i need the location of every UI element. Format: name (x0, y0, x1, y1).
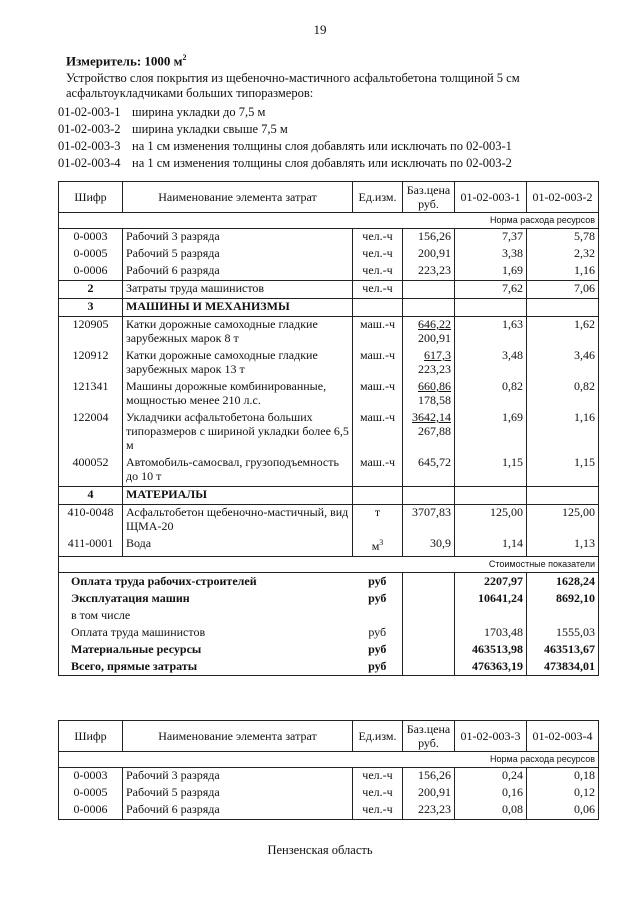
measure-label: Измеритель: 1000 м (66, 53, 183, 69)
table-row (59, 348, 599, 379)
row-value-col2: 1,16 (527, 410, 599, 455)
code-id: 01-02-003-3 (58, 139, 121, 153)
code-description: ширина укладки свыше 7,5 м (132, 122, 288, 136)
price-value: 200,91 (418, 246, 451, 260)
cost-label: Стоимостные показатели (59, 557, 599, 573)
cost-unit: руб (353, 573, 403, 591)
row-code: 121341 (59, 379, 123, 410)
table-row (59, 263, 599, 281)
row-value-col1: 1,14 (455, 536, 527, 557)
cost-empty (403, 624, 455, 641)
table-row (59, 455, 599, 487)
row-unit: чел.-ч (353, 229, 403, 247)
header-name: Наименование элемента затрат (123, 182, 353, 213)
measure-heading (66, 53, 187, 69)
row-name: Укладчики асфальтобетона больших типоразмеров с шириной укладки более 6,5 м (123, 410, 353, 455)
norm-label: Норма расхода ресурсов (59, 752, 599, 768)
cost-label-row (59, 557, 599, 573)
machinist-wage-value: 200,91 (418, 331, 451, 345)
row-name: Катки дорожные самоходные гладкие зарубежных марок 13 т (123, 348, 353, 379)
cost-row (59, 590, 599, 607)
row-price (403, 536, 455, 557)
row-code: 120912 (59, 348, 123, 379)
header-unit: Ед.изм. (353, 182, 403, 213)
row-value-col2: 0,18 (527, 768, 599, 786)
row-value-col2 (527, 487, 599, 505)
table-header-row (59, 721, 599, 752)
row-value-col1: 0,16 (455, 785, 527, 802)
table-row (59, 317, 599, 349)
row-value-col2: 5,78 (527, 229, 599, 247)
row-unit (353, 487, 403, 505)
cost-empty (403, 658, 455, 676)
cost-name: Оплата труда машинистов (59, 624, 353, 641)
row-code: 411-0001 (59, 536, 123, 557)
price-value: 646,22 (418, 317, 451, 331)
row-value-col1: 7,62 (455, 281, 527, 299)
header-col2: 01-02-003-2 (527, 182, 599, 213)
price-value: 3642,14 (412, 410, 451, 424)
row-name: МАШИНЫ И МЕХАНИЗМЫ (123, 299, 353, 317)
row-price (403, 410, 455, 455)
header-price: Баз.цена руб. (403, 182, 455, 213)
row-code: 122004 (59, 410, 123, 455)
row-value-col1 (455, 487, 527, 505)
row-unit (353, 536, 403, 557)
row-value-col1: 0,08 (455, 802, 527, 820)
cost-row (59, 607, 599, 624)
row-name: Вода (123, 536, 353, 557)
work-description: Устройство слоя покрытия из щебеночно-мастичного асфальтобетона толщиной 5 см асфальтоукладчиками больших типоразмеров: (66, 71, 520, 100)
row-price (403, 246, 455, 263)
cost-row (59, 658, 599, 676)
code-id: 01-02-003-2 (58, 122, 121, 136)
row-value-col1: 125,00 (455, 505, 527, 537)
cost-unit: руб (353, 590, 403, 607)
row-value-col1: 3,38 (455, 246, 527, 263)
row-code: 120905 (59, 317, 123, 349)
row-value-col1: 7,37 (455, 229, 527, 247)
header-unit: Ед.изм. (353, 721, 403, 752)
row-code: 0-0003 (59, 229, 123, 247)
price-value: 3707,83 (412, 505, 451, 519)
measure-superscript: 2 (182, 53, 187, 62)
price-value: 223,23 (418, 802, 451, 816)
row-code: 410-0048 (59, 505, 123, 537)
row-price (403, 487, 455, 505)
table-row (59, 246, 599, 263)
row-code: 0-0005 (59, 785, 123, 802)
row-unit (353, 299, 403, 317)
cost-empty (403, 641, 455, 658)
row-price (403, 263, 455, 281)
table-header-row (59, 182, 599, 213)
row-unit: чел.-ч (353, 263, 403, 281)
row-value-col2: 1,15 (527, 455, 599, 487)
row-name: Рабочий 3 разряда (123, 229, 353, 247)
row-price (403, 379, 455, 410)
code-list-item (58, 155, 512, 172)
header-name: Наименование элемента затрат (123, 721, 353, 752)
row-value-col1 (455, 299, 527, 317)
row-value-col2: 1,13 (527, 536, 599, 557)
row-code: 400052 (59, 455, 123, 487)
row-value-col1: 0,24 (455, 768, 527, 786)
cost-name: Всего, прямые затраты (59, 658, 353, 676)
row-unit: маш.-ч (353, 317, 403, 349)
resource-table-2 (58, 720, 599, 820)
row-price (403, 455, 455, 487)
machinist-wage-value: 267,88 (418, 424, 451, 438)
code-id: 01-02-003-4 (58, 156, 121, 170)
row-price (403, 299, 455, 317)
row-value-col1: 3,48 (455, 348, 527, 379)
row-value-col2: 1,62 (527, 317, 599, 349)
header-code: Шифр (59, 182, 123, 213)
cost-unit: руб (353, 641, 403, 658)
cost-value-col1: 1703,48 (455, 624, 527, 641)
price-value: 200,91 (418, 785, 451, 799)
row-value-col1: 1,15 (455, 455, 527, 487)
row-code: 0-0006 (59, 263, 123, 281)
row-value-col2: 0,06 (527, 802, 599, 820)
row-value-col1: 0,82 (455, 379, 527, 410)
code-description: на 1 см изменения толщины слоя добавлять или исключать по 02-003-1 (132, 139, 512, 153)
row-name: Асфальтобетон щебеночно-мастичный, вид ЩМА-20 (123, 505, 353, 537)
table-row (59, 505, 599, 537)
price-value: 223,23 (418, 263, 451, 277)
row-value-col2: 7,06 (527, 281, 599, 299)
cost-empty (403, 590, 455, 607)
machinist-wage-value: 223,23 (418, 362, 451, 376)
code-list-item (58, 138, 512, 155)
cost-row (59, 573, 599, 591)
row-name: Рабочий 3 разряда (123, 768, 353, 786)
row-unit: чел.-ч (353, 768, 403, 786)
row-name: Рабочий 6 разряда (123, 802, 353, 820)
cost-value-col2: 1628,24 (527, 573, 599, 591)
header-col1: 01-02-003-1 (455, 182, 527, 213)
cost-name: Оплата труда рабочих-строителей (59, 573, 353, 591)
code-list-item (58, 121, 512, 138)
table-row (59, 410, 599, 455)
row-price (403, 317, 455, 349)
row-unit: маш.-ч (353, 410, 403, 455)
norm-label: Норма расхода ресурсов (59, 213, 599, 229)
table-row (59, 281, 599, 299)
row-name: Машины дорожные комбинированные, мощностью менее 210 л.с. (123, 379, 353, 410)
row-value-col2 (527, 299, 599, 317)
row-unit: чел.-ч (353, 785, 403, 802)
price-value: 156,26 (418, 768, 451, 782)
row-code: 4 (59, 487, 123, 505)
header-price: Баз.цена руб. (403, 721, 455, 752)
cost-unit (353, 607, 403, 624)
row-code: 3 (59, 299, 123, 317)
row-name: МАТЕРИАЛЫ (123, 487, 353, 505)
row-price (403, 229, 455, 247)
row-name: Катки дорожные самоходные гладкие зарубежных марок 8 т (123, 317, 353, 349)
table-row (59, 536, 599, 557)
row-value-col2: 125,00 (527, 505, 599, 537)
row-unit: т (353, 505, 403, 537)
row-unit: чел.-ч (353, 281, 403, 299)
code-description: ширина укладки до 7,5 м (132, 105, 266, 119)
code-id: 01-02-003-1 (58, 105, 121, 119)
cost-value-col2 (527, 607, 599, 624)
row-name: Затраты труда машинистов (123, 281, 353, 299)
price-value: 30,9 (430, 536, 451, 550)
cost-unit: руб (353, 658, 403, 676)
cost-value-col2: 473834,01 (527, 658, 599, 676)
page-number: 19 (313, 22, 327, 37)
table-row (59, 802, 599, 820)
table-row (59, 768, 599, 786)
table-row (59, 299, 599, 317)
cost-value-col2: 463513,67 (527, 641, 599, 658)
table-row (59, 487, 599, 505)
cost-value-col1: 2207,97 (455, 573, 527, 591)
footer-region: Пензенская область (267, 843, 373, 857)
row-unit: чел.-ч (353, 802, 403, 820)
cost-row (59, 624, 599, 641)
row-unit: маш.-ч (353, 348, 403, 379)
table-row (59, 785, 599, 802)
row-unit: чел.-ч (353, 246, 403, 263)
header-col1: 01-02-003-3 (455, 721, 527, 752)
unit-text: м (371, 539, 380, 553)
cost-row (59, 641, 599, 658)
code-description: на 1 см изменения толщины слоя добавлять или исключать по 02-003-2 (132, 156, 512, 170)
row-value-col2: 2,32 (527, 246, 599, 263)
machinist-wage-value: 178,58 (418, 393, 451, 407)
cost-value-col2: 1555,03 (527, 624, 599, 641)
cost-unit: руб (353, 624, 403, 641)
cost-empty (403, 573, 455, 591)
code-list (58, 104, 512, 172)
cost-value-col1: 476363,19 (455, 658, 527, 676)
row-code: 0-0005 (59, 246, 123, 263)
cost-name: в том числе (59, 607, 353, 624)
row-value-col1: 1,63 (455, 317, 527, 349)
cost-value-col2: 8692,10 (527, 590, 599, 607)
row-value-col2: 0,12 (527, 785, 599, 802)
row-code: 0-0006 (59, 802, 123, 820)
cost-value-col1: 463513,98 (455, 641, 527, 658)
row-name: Рабочий 5 разряда (123, 246, 353, 263)
code-list-item (58, 104, 512, 121)
row-name: Автомобиль-самосвал, грузоподъемность до 10 т (123, 455, 353, 487)
row-unit: маш.-ч (353, 379, 403, 410)
norm-row (59, 213, 599, 229)
row-price (403, 785, 455, 802)
price-value: 660,86 (418, 379, 451, 393)
unit-superscript: 3 (379, 538, 384, 547)
header-code: Шифр (59, 721, 123, 752)
row-name: Рабочий 5 разряда (123, 785, 353, 802)
resource-table-1 (58, 181, 599, 676)
row-price (403, 348, 455, 379)
row-price (403, 281, 455, 299)
row-name: Рабочий 6 разряда (123, 263, 353, 281)
row-code: 0-0003 (59, 768, 123, 786)
row-value-col1: 1,69 (455, 263, 527, 281)
price-value: 645,72 (418, 455, 451, 469)
table-row (59, 379, 599, 410)
cost-value-col1: 10641,24 (455, 590, 527, 607)
row-unit: маш.-ч (353, 455, 403, 487)
row-price (403, 802, 455, 820)
table-row (59, 229, 599, 247)
row-value-col2: 0,82 (527, 379, 599, 410)
row-code: 2 (59, 281, 123, 299)
row-price (403, 768, 455, 786)
cost-empty (403, 607, 455, 624)
cost-name: Материальные ресурсы (59, 641, 353, 658)
row-value-col2: 3,46 (527, 348, 599, 379)
cost-name: Эксплуатация машин (59, 590, 353, 607)
norm-row (59, 752, 599, 768)
row-value-col2: 1,16 (527, 263, 599, 281)
price-value: 617,3 (424, 348, 451, 362)
row-value-col1: 1,69 (455, 410, 527, 455)
cost-value-col1 (455, 607, 527, 624)
price-value: 156,26 (418, 229, 451, 243)
header-col2: 01-02-003-4 (527, 721, 599, 752)
row-price (403, 505, 455, 537)
